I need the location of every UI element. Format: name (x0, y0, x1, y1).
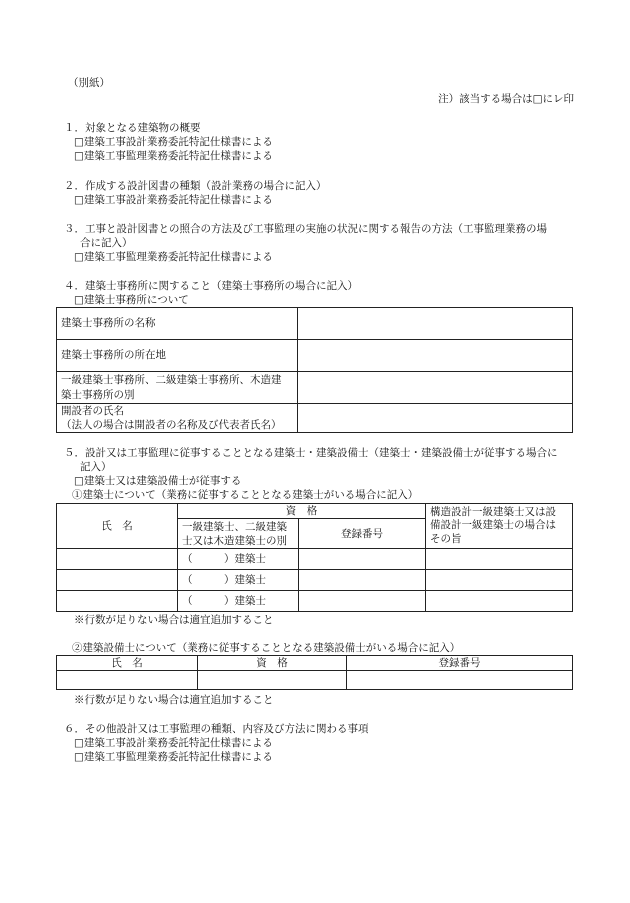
architect-struct-cell[interactable] (426, 549, 573, 570)
architect-reg-cell[interactable] (299, 591, 426, 612)
section-3-title-line2: 合に記入） (80, 237, 133, 249)
section-1-option-design[interactable]: □建築工事設計業務委託特記仕様書による (74, 136, 273, 148)
attachment-label: （別紙） (68, 77, 110, 89)
table-row (57, 372, 573, 404)
architect-struct-cell[interactable] (426, 591, 573, 612)
architect-name-cell[interactable] (57, 591, 178, 612)
architect-name-cell[interactable] (57, 549, 178, 570)
architect-struct-header: 構造設計一級建築士又は設 備設計一級建築士の場合は その旨 (426, 504, 573, 549)
section-3-title-line1: ３．工事と設計図書との照合の方法及び工事監理の実施の状況に関する報告の方法（工事監理業務の場 (64, 223, 547, 235)
architect-struct-cell[interactable] (426, 570, 573, 591)
section-5-title-line1: ５．設計又は工事監理に従事することとなる建築士・建築設備士（建築士・建築設備士が従事する場合に (64, 447, 558, 459)
engineer-reg-header: 登録番号 (347, 656, 573, 671)
architect-subsection-title: ①建築士について（業務に従事することとなる建築士がいる場合に記入） (72, 489, 419, 501)
table-row (57, 340, 573, 372)
office-name-value[interactable] (298, 308, 573, 340)
engineer-name-header: 氏 名 (57, 656, 198, 671)
office-founder-value[interactable] (298, 404, 573, 433)
office-row-label: 開設者の氏名 （法人の場合は開設者の名称及び代表者氏名） (57, 404, 298, 433)
section-1-title: １．対象となる建築物の概要 (64, 122, 201, 134)
architect-type-cell[interactable]: （ ）建築士 (178, 591, 299, 612)
office-row-label: 建築士事務所の名称 (57, 308, 298, 340)
section-6-title: ６．その他設計又は工事監理の種類、内容及び方法に関わる事項 (64, 723, 369, 735)
engineer-qual-cell[interactable] (198, 671, 347, 690)
section-3-option-supervision[interactable]: □建築工事監理業務委託特記仕様書による (74, 251, 273, 263)
architect-name-header: 氏 名 (57, 504, 178, 549)
architect-name-cell[interactable] (57, 570, 178, 591)
checkmark-note: 注）該当する場合は□にレ印 (438, 93, 574, 105)
table-row (57, 671, 573, 690)
section-5-option-engaged[interactable]: □建築士又は建築設備士が従事する (74, 475, 242, 487)
section-1-option-supervision[interactable]: □建築工事監理業務委託特記仕様書による (74, 150, 273, 162)
equipment-engineer-subsection-title: ②建築設備士について（業務に従事することとなる建築設備士がいる場合に記入） (72, 642, 461, 654)
section-6-option-supervision[interactable]: □建築工事監理業務委託特記仕様書による (74, 751, 273, 763)
architect-reg-cell[interactable] (299, 570, 426, 591)
architect-reg-cell[interactable] (299, 549, 426, 570)
architect-type-cell[interactable]: （ ）建築士 (178, 570, 299, 591)
office-row-label: 一級建築士事務所、二級建築士事務所、木造建 築士事務所の別 (57, 372, 298, 404)
architect-reg-header: 登録番号 (299, 519, 426, 549)
architect-qual-header: 資 格 (178, 504, 426, 519)
table-row (57, 570, 573, 591)
engineer-table-note: ※行数が足りない場合は適宜追加すること (74, 694, 274, 706)
section-4-option-office[interactable]: □建築士事務所について (74, 294, 189, 306)
architect-type-cell[interactable]: （ ）建築士 (178, 549, 299, 570)
section-6-option-design[interactable]: □建築工事設計業務委託特記仕様書による (74, 737, 273, 749)
table-row (57, 591, 573, 612)
section-4-title: ４．建築士事務所に関すること（建築士事務所の場合に記入） (64, 280, 358, 292)
engineer-qual-header: 資 格 (198, 656, 347, 671)
office-row-label: 建築士事務所の所在地 (57, 340, 298, 372)
office-table (56, 307, 573, 433)
equipment-engineer-table (56, 655, 573, 690)
office-address-value[interactable] (298, 340, 573, 372)
section-5-title-line2: 記入） (80, 461, 112, 473)
table-row (57, 549, 573, 570)
engineer-reg-cell[interactable] (347, 671, 573, 690)
table-row (57, 308, 573, 340)
architect-table (56, 503, 573, 612)
architect-type-header: 一級建築士、二級建築 士又は木造建築士の別 (178, 519, 299, 549)
section-2-option-design[interactable]: □建築工事設計業務委託特記仕様書による (74, 194, 273, 206)
table-row (57, 404, 573, 433)
architect-table-note: ※行数が足りない場合は適宜追加すること (74, 614, 274, 626)
engineer-name-cell[interactable] (57, 671, 198, 690)
office-type-value[interactable] (298, 372, 573, 404)
section-2-title: ２．作成する設計図書の種類（設計業務の場合に記入） (64, 180, 327, 192)
